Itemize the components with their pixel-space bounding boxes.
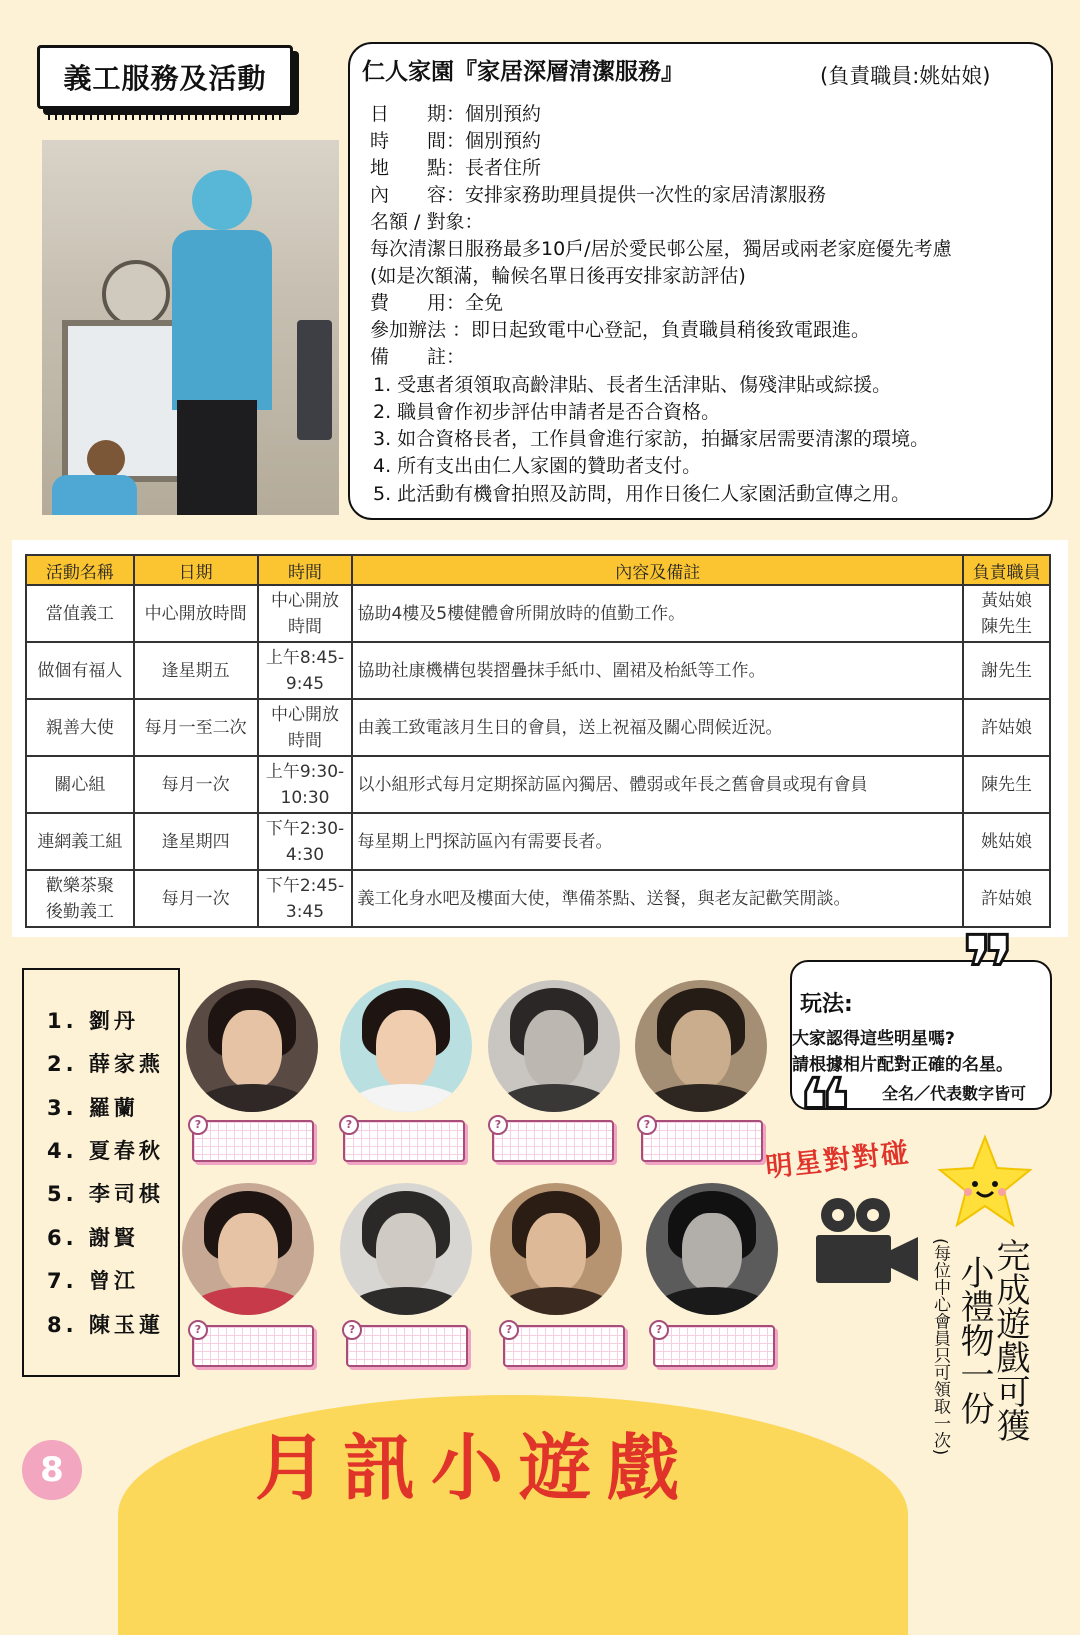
exhaust-fan-shape [102, 260, 170, 328]
star-portrait [340, 1183, 472, 1315]
info-time: 時 間：個別預約 [370, 130, 542, 152]
worker-head-shape [192, 170, 252, 230]
cell-staff: 謝先生 [963, 642, 1050, 699]
star-name-6: 6. 謝賢 [47, 1226, 139, 1250]
rules-note: 全名／代表數字皆可 [882, 1084, 1027, 1103]
cell-time: 中心開放 時間 [258, 699, 353, 756]
header-name: 活動名稱 [26, 555, 134, 585]
shoulder-shape [494, 1084, 614, 1112]
star-name-1: 1. 劉丹 [47, 1009, 139, 1033]
quote-open-icon: ❞ [962, 917, 1015, 1022]
answer-box[interactable] [346, 1325, 468, 1367]
prize-text-2: 小禮物一份 [954, 1255, 994, 1425]
answer-box[interactable] [503, 1325, 625, 1367]
shoulder-shape [641, 1084, 761, 1112]
note-2: 2. 職員會作初步評估申請者是否合資格。 [373, 401, 721, 423]
cell-desc: 義工化身水吧及樓面大使，準備茶點、送餐，與老友記歡笑閒談。 [352, 870, 963, 927]
info-quota: 每次清潔日服務最多10戶/居於愛民邨公屋，獨居或兩老家庭優先考慮 [370, 238, 952, 260]
star-portrait [182, 1183, 314, 1315]
face-shape [682, 1213, 742, 1291]
star-name-8: 8. 陳玉蓮 [47, 1313, 164, 1337]
star-portrait [186, 980, 318, 1112]
cell-name: 歡樂茶聚 後勤義工 [26, 870, 134, 927]
star-portrait [646, 1183, 778, 1315]
label-fringe-decoration [48, 110, 283, 120]
header-desc: 內容及備註 [352, 555, 963, 585]
cell-desc: 協助社康機構包裝摺疊抹手紙巾、圍裙及枱紙等工作。 [352, 642, 963, 699]
shoulder-shape [496, 1287, 616, 1315]
star-name-3: 3. 羅蘭 [47, 1096, 139, 1120]
face-shape [376, 1213, 436, 1291]
info-content: 內 容：安排家務助理員提供一次性的家居清潔服務 [370, 184, 827, 206]
prize-note: (每位中心會員只可領取一次) [930, 1238, 950, 1456]
face-shape [526, 1213, 586, 1291]
question-icon: ? [188, 1320, 208, 1340]
info-date: 日 期：個別預約 [370, 103, 542, 125]
dispenser-shape [297, 320, 332, 440]
question-icon: ? [488, 1115, 508, 1135]
cell-staff: 陳先生 [963, 756, 1050, 813]
info-apply: 參加辦法 ：即日起致電中心登記，負責職員稍後致電跟進。 [370, 319, 871, 341]
face-shape [376, 1010, 436, 1088]
answer-box[interactable] [192, 1120, 314, 1162]
cell-name: 連網義工組 [26, 813, 134, 870]
shoulder-shape [652, 1287, 772, 1315]
cell-date: 中心開放時間 [134, 585, 258, 642]
table-header-row [26, 555, 1050, 585]
cell-staff: 許姑娘 [963, 699, 1050, 756]
volunteer-cleaning-photo [42, 140, 339, 515]
star-portrait [490, 1183, 622, 1315]
info-remarks-label: 備 註： [370, 346, 466, 368]
rules-line-1: 大家認得這些明星嗎? [792, 1029, 955, 1049]
page-number: 8 [22, 1440, 82, 1500]
cell-date: 逢星期四 [134, 813, 258, 870]
star-portrait [340, 980, 472, 1112]
activities-table [25, 554, 1051, 928]
cell-staff: 黃姑娘 陳先生 [963, 585, 1050, 642]
question-icon: ? [649, 1320, 669, 1340]
cell-desc: 由義工致電該月生日的會員，送上祝福及關心問候近況。 [352, 699, 963, 756]
question-icon: ? [342, 1320, 362, 1340]
table-row [26, 813, 1050, 870]
answer-box[interactable] [343, 1120, 465, 1162]
quote-close-icon: ❝ [798, 1060, 851, 1165]
prize-text-1: 完成遊戲可獲 [990, 1238, 1030, 1442]
service-staff: (負責職員:姚姑娘) [820, 64, 991, 88]
star-portrait [635, 980, 767, 1112]
note-3: 3. 如合資格長者，工作員會進行家訪，拍攝家居需要清潔的環境。 [373, 428, 930, 450]
cell-time: 上午9:30- 10:30 [258, 756, 353, 813]
star-portrait [488, 980, 620, 1112]
cell-time: 上午8:45- 9:45 [258, 642, 353, 699]
cell-desc: 每星期上門探訪區內有需要長者。 [352, 813, 963, 870]
section-label: 義工服務及活動 [37, 45, 293, 109]
worker2-body-shape [52, 475, 137, 515]
star-name-4: 4. 夏春秋 [47, 1139, 164, 1163]
question-icon: ? [499, 1320, 519, 1340]
table-row [26, 585, 1050, 642]
header-time: 時間 [258, 555, 353, 585]
info-location: 地 點：長者住所 [370, 157, 542, 179]
header-date: 日期 [134, 555, 258, 585]
cell-time: 下午2:30- 4:30 [258, 813, 353, 870]
cell-name: 關心組 [26, 756, 134, 813]
cell-staff: 許姑娘 [963, 870, 1050, 927]
cell-desc: 以小組形式每月定期探訪區內獨居、體弱或年長之舊會員或現有會員 [352, 756, 963, 813]
cell-date: 每月一次 [134, 756, 258, 813]
shoulder-shape [192, 1084, 312, 1112]
shoulder-shape [188, 1287, 308, 1315]
question-icon: ? [339, 1115, 359, 1135]
answer-box[interactable] [653, 1325, 775, 1367]
cell-desc: 協助4樓及5樓健體會所開放時的值勤工作。 [352, 585, 963, 642]
question-icon: ? [637, 1115, 657, 1135]
smiling-star-icon [935, 1132, 1035, 1232]
cell-date: 每月一至二次 [134, 699, 258, 756]
table-row [26, 642, 1050, 699]
table-row [26, 870, 1050, 927]
answer-box[interactable] [641, 1120, 763, 1162]
header-staff: 負責職員 [963, 555, 1050, 585]
worker2-head-shape [87, 440, 125, 478]
note-5: 5. 此活動有機會拍照及訪問，用作日後仁人家園活動宣傳之用。 [373, 483, 911, 505]
question-icon: ? [188, 1115, 208, 1135]
face-shape [218, 1213, 278, 1291]
page-title: 月訊小遊戲 [255, 1426, 696, 1510]
table-row [26, 699, 1050, 756]
shoulder-shape [346, 1287, 466, 1315]
rules-title: 玩法: [800, 992, 853, 1017]
worker-legs-shape [177, 400, 257, 515]
table-row [26, 756, 1050, 813]
note-4: 4. 所有支出由仁人家園的贊助者支付。 [373, 455, 702, 477]
game-stamp: 明星對對碰 [764, 1137, 912, 1184]
worker-body-shape [172, 230, 272, 410]
cell-time: 下午2:45- 3:45 [258, 870, 353, 927]
rules-line-2: 請根據相片配對正確的名星。 [792, 1055, 1013, 1075]
cell-name: 做個有福人 [26, 642, 134, 699]
cell-name: 親善大使 [26, 699, 134, 756]
service-title: 仁人家園『家居深層清潔服務』 [362, 59, 684, 85]
info-fee: 費 用：全免 [370, 292, 504, 314]
cell-name: 當值義工 [26, 585, 134, 642]
star-name-5: 5. 李司棋 [47, 1182, 164, 1206]
info-quota-label: 名額 / 對象： [370, 211, 484, 233]
answer-box[interactable] [192, 1325, 314, 1367]
shoulder-shape [346, 1084, 466, 1112]
cell-time: 中心開放 時間 [258, 585, 353, 642]
star-name-7: 7. 曾江 [47, 1269, 139, 1293]
info-quota-note: (如是次額滿，輪候名單日後再安排家訪評估) [370, 265, 746, 287]
cell-staff: 姚姑娘 [963, 813, 1050, 870]
face-shape [671, 1010, 731, 1088]
movie-camera-icon [808, 1195, 920, 1290]
face-shape [524, 1010, 584, 1088]
note-1: 1. 受惠者須領取高齡津貼、長者生活津貼、傷殘津貼或綜援。 [373, 374, 892, 396]
answer-box[interactable] [492, 1120, 614, 1162]
cell-date: 每月一次 [134, 870, 258, 927]
face-shape [222, 1010, 282, 1088]
star-name-2: 2. 薛家燕 [47, 1052, 164, 1076]
cell-date: 逢星期五 [134, 642, 258, 699]
